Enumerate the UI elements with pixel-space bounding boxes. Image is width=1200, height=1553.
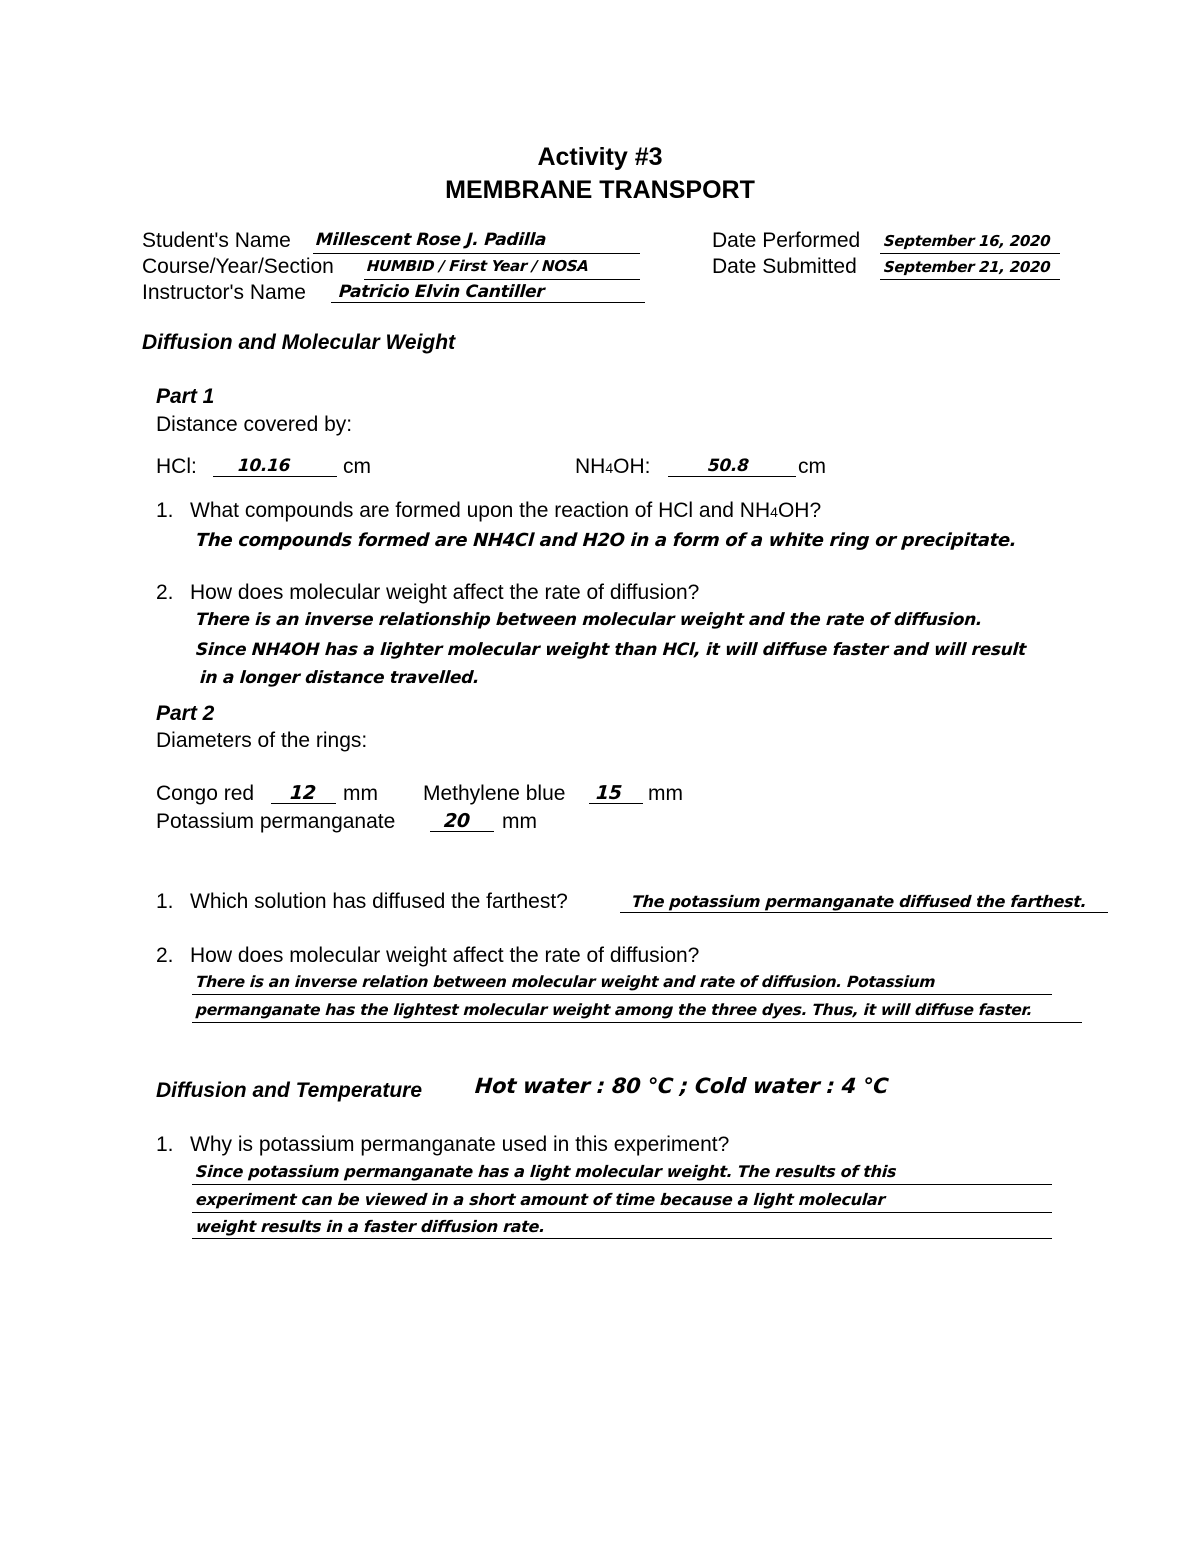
student-name-value: Millescent Rose J. Padilla	[315, 230, 547, 250]
part2-intro: Diameters of the rings:	[156, 729, 368, 752]
p1-q1-text: What compounds are formed upon the reaction of HCl and NH4OH?	[190, 499, 822, 522]
p1-q2-answer-line3: in a longer distance travelled.	[199, 668, 480, 688]
student-name-label: Student's Name	[142, 229, 291, 252]
p2-q2-answer-line2: permanganate has the lightest molecular weight among the three dyes. Thus, it will diffuse faster.	[195, 1001, 1033, 1019]
p2-q2-number: 2.	[156, 944, 174, 967]
date-submitted-value: September 21, 2020	[883, 258, 1052, 276]
instructor-line	[331, 302, 645, 303]
p2-q1-number: 1.	[156, 890, 174, 913]
p2-q2-rule-2	[192, 1022, 1082, 1023]
s2-q1-text: Why is potassium permanganate used in this experiment?	[190, 1133, 730, 1156]
p1-q2-text: How does molecular weight affect the rate of diffusion?	[190, 581, 700, 604]
p2-q1-text: Which solution has diffused the farthest?	[190, 890, 568, 913]
s2-q1-number: 1.	[156, 1133, 174, 1156]
instructor-label: Instructor's Name	[142, 281, 306, 304]
s2-q1-rule-2	[192, 1212, 1052, 1213]
methylene-blue-value: 15	[595, 782, 623, 804]
temperature-note: Hot water : 80 °C ; Cold water : 4 °C	[474, 1074, 890, 1098]
section-diffusion-molecular-weight: Diffusion and Molecular Weight	[142, 331, 456, 354]
potassium-permanganate-label: Potassium permanganate	[156, 810, 396, 833]
nh4oh-value: 50.8	[707, 456, 750, 476]
p1-q2-number: 2.	[156, 581, 174, 604]
nh4oh-label: NH4OH:	[575, 455, 651, 478]
hcl-line	[213, 476, 337, 477]
methylene-blue-label: Methylene blue	[423, 782, 566, 805]
course-line	[364, 279, 640, 280]
date-performed-value: September 16, 2020	[883, 232, 1052, 250]
congo-red-label: Congo red	[156, 782, 255, 805]
hcl-value: 10.16	[237, 456, 291, 476]
section-diffusion-temperature: Diffusion and Temperature	[156, 1079, 423, 1102]
p2-q1-answer-line	[620, 912, 1108, 913]
p2-q2-answer-line1: There is an inverse relation between molecular weight and rate of diffusion. Potassium	[195, 973, 936, 991]
s2-q1-rule-3	[192, 1238, 1052, 1239]
nh4oh-unit: cm	[798, 455, 826, 478]
instructor-value: Patricio Elvin Cantiller	[338, 282, 546, 302]
p1-q2-answer-line1: There is an inverse relationship between molecular weight and the rate of diffusion.	[195, 610, 983, 630]
date-submitted-label: Date Submitted	[712, 255, 857, 278]
p1-q1-answer: The compounds formed are NH4Cl and H2O in a form of a white ring or precipitate.	[195, 530, 1018, 551]
p2-q1-answer: The potassium permanganate diffused the farthest.	[631, 892, 1088, 911]
hcl-unit: cm	[343, 455, 371, 478]
page-title: MEMBRANE TRANSPORT	[445, 176, 755, 204]
date-submitted-line	[880, 279, 1060, 280]
date-performed-line	[880, 253, 1060, 254]
potassium-permanganate-unit: mm	[502, 810, 537, 833]
nh4oh-line	[668, 476, 796, 477]
course-label: Course/Year/Section	[142, 255, 334, 278]
congo-red-value: 12	[289, 782, 317, 804]
activity-number: Activity #3	[537, 143, 663, 171]
course-value: HUMBID / First Year / NOSA	[366, 257, 590, 275]
date-performed-label: Date Performed	[712, 229, 861, 252]
methylene-blue-unit: mm	[648, 782, 683, 805]
s2-q1-answer-line3: weight results in a faster diffusion rate.	[195, 1217, 546, 1236]
s2-q1-rule-1	[192, 1184, 1052, 1185]
student-name-line	[313, 253, 640, 254]
potassium-permanganate-value: 20	[443, 810, 471, 832]
part1-intro: Distance covered by:	[156, 413, 353, 436]
part2-heading: Part 2	[156, 702, 215, 725]
s2-q1-answer-line2: experiment can be viewed in a short amount of time because a light molecular	[195, 1190, 886, 1209]
p1-q2-answer-line2: Since NH4OH has a lighter molecular weight than HCl, it will diffuse faster and will result	[195, 640, 1027, 660]
hcl-label: HCl:	[156, 455, 197, 478]
p1-q1-number: 1.	[156, 499, 174, 522]
p2-q2-rule-1	[192, 994, 1052, 995]
s2-q1-answer-line1: Since potassium permanganate has a light molecular weight. The results of this	[195, 1162, 897, 1181]
congo-red-unit: mm	[343, 782, 378, 805]
p2-q2-text: How does molecular weight affect the rate of diffusion?	[190, 944, 700, 967]
part1-heading: Part 1	[156, 385, 215, 408]
